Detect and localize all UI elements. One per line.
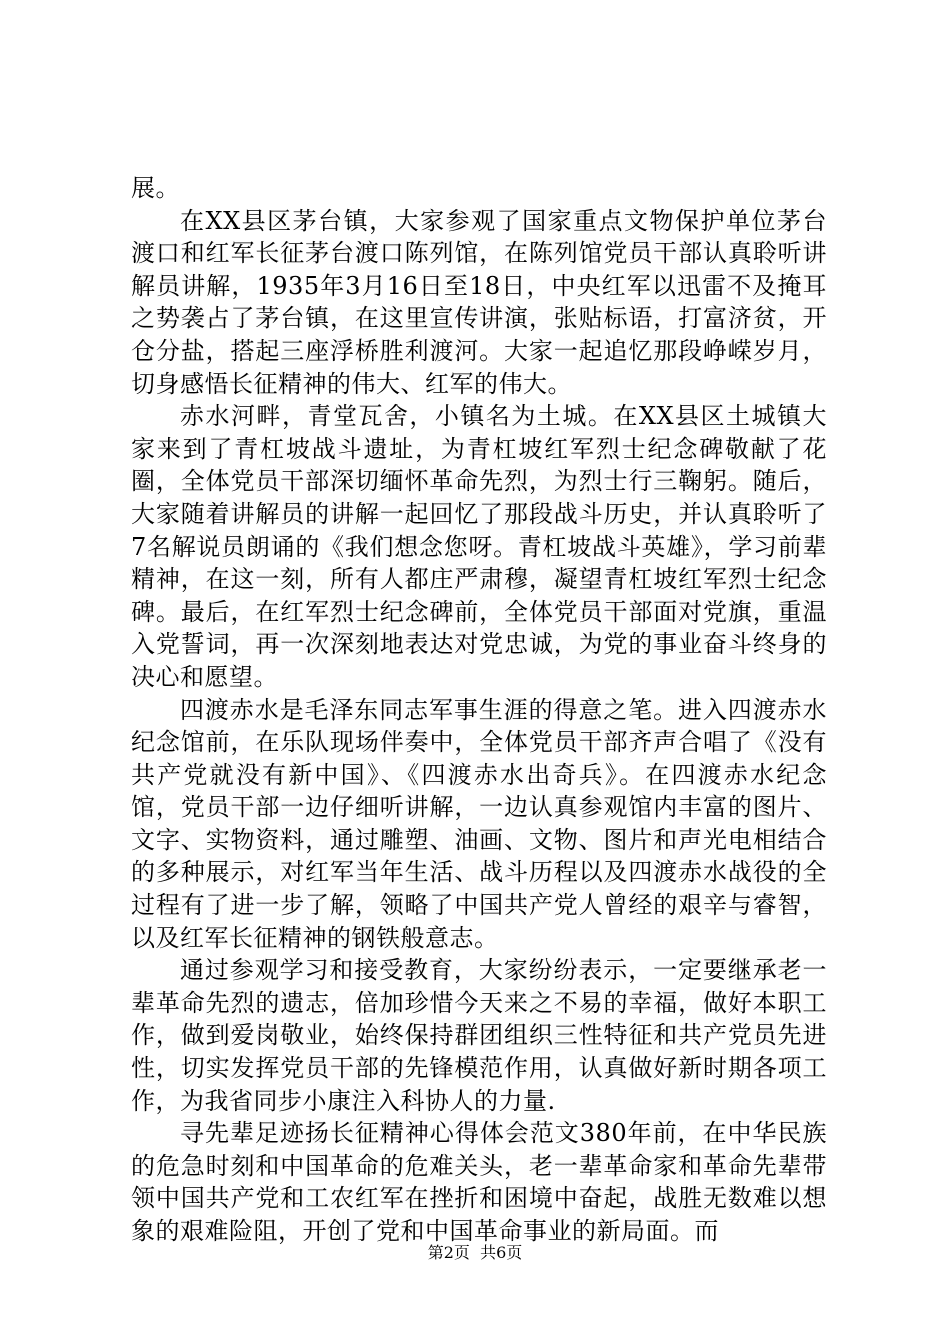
document-body bbox=[131, 172, 827, 1248]
paragraph-tucheng-town: 赤水河畔，青堂瓦舍，小镇名为土城。在XX县区土城镇大家来到了青杠坡战斗遗址，为青杠坡红军烈士纪念碑敬献了花圈，全体党员干部深切缅怀革命先烈，为烈士行三鞠躬。随后，大家随着讲解员的讲解一起回忆了那段战斗历史，并认真聆听了7名解说员朗诵的《我们想念您呀。青杠坡战斗英雄》，学习前辈精神，在这一刻，所有人都庄严肃穆，凝望青杠坡红军烈士纪念碑。最后，在红军烈士纪念碑前，全体党员干部面对党旗，重温入党誓词，再一次深刻地表达对党忠诚，为党的事业奋斗终身的决心和愿望。 bbox=[131, 402, 827, 691]
paragraph-continuation: 展。 bbox=[131, 174, 180, 202]
paragraph-maotai-town: 在XX县区茅台镇，大家参观了国家重点文物保护单位茅台渡口和红军长征茅台渡口陈列馆，在陈列馆党员干部认真聆听讲解员讲解，1935年3月16日至18日，中央红军以迅雷不及掩耳之势袭占了茅台镇，在这里宣传讲演，张贴标语，打富济贫，开仓分盐，搭起三座浮桥胜利渡河。大家一起追忆那段峥嵘岁月，切身感悟长征精神的伟大、红军的伟大。 bbox=[131, 206, 827, 398]
paragraph-four-crossings: 四渡赤水是毛泽东同志军事生涯的得意之笔。进入四渡赤水纪念馆前，在乐队现场伴奏中，全体党员干部齐声合唱了《没有共产党就没有新中国》、《四渡赤水出奇兵》。在四渡赤水纪念馆，党员干部一边仔细听讲解，一边认真参观馆内丰富的图片、文字、实物资料，通过雕塑、油画、文物、图片和声光电相结合的多种展示，对红军当年生活、战斗历程以及四渡赤水战役的全过程有了进一步了解，领略了中国共产党人曾经的艰辛与睿智，以及红军长征精神的钢铁般意志。 bbox=[131, 695, 827, 952]
paragraph-reflections: 通过参观学习和接受教育，大家纷纷表示，一定要继承老一辈革命先烈的遗志，倍加珍惜今天来之不易的幸福，做好本职工作，做到爱岗敬业，始终保持群团组织三性特征和共产党员先进性，切实发挥党员干部的先锋模范作用，认真做好新时期各项工作，为我省同步小康注入科协人的力量. bbox=[131, 956, 827, 1115]
paragraph-essay-start: 寻先辈足迹扬长征精神心得体会范文380年前，在中华民族的危急时刻和中国革命的危难关头，老一辈革命家和革命先辈带领中国共产党和工农红军在挫折和困境中奋起，战胜无数难以想象的艰难险阻，开创了党和中国革命事业的新局面。而 bbox=[131, 1119, 827, 1245]
page-number-footer: 第2页 共6页 bbox=[427, 1243, 523, 1262]
